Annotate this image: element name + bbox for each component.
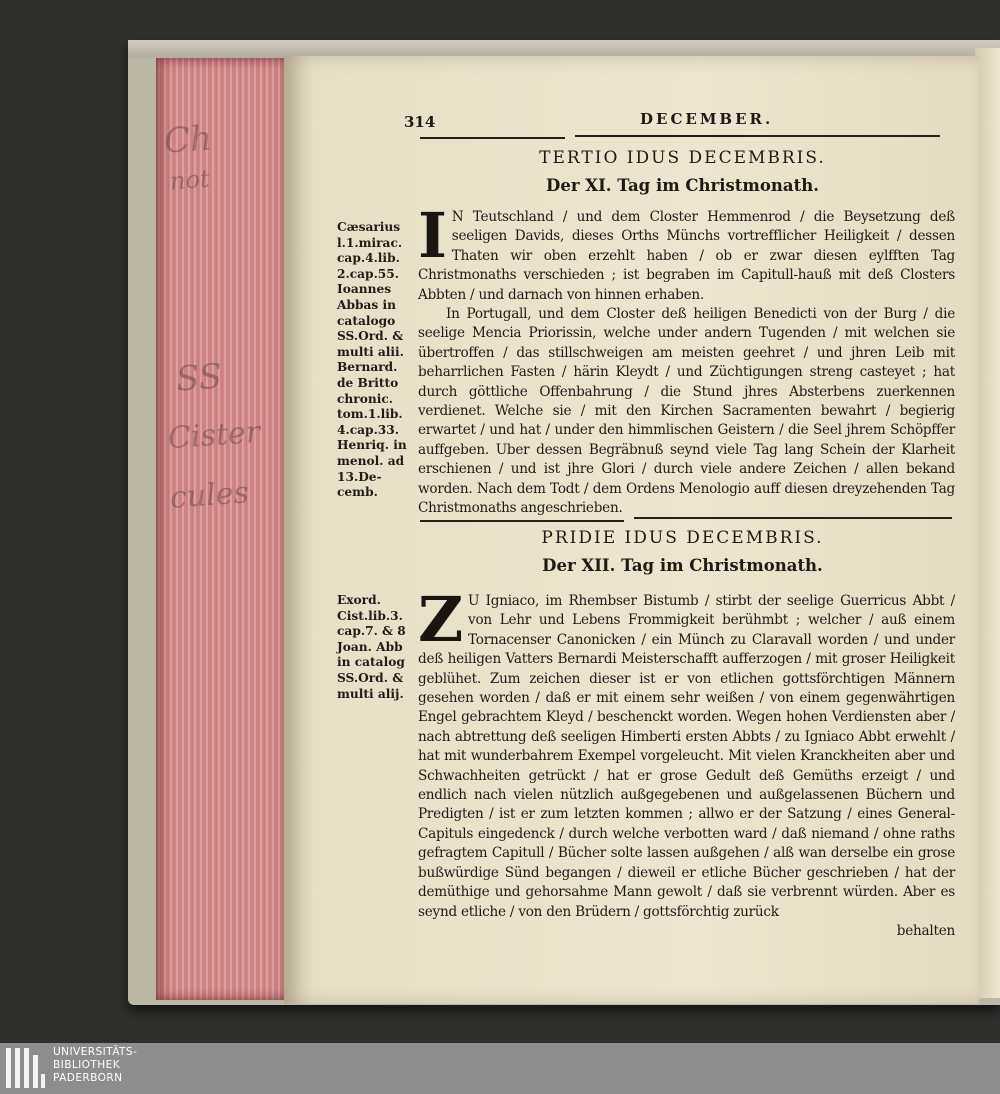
library-line1: UNIVERSITÄTS-	[53, 1046, 138, 1058]
section1-para1: N Teutschland / und dem Closter Hemmenrod / die Beysetzung deß seeligen Davids, dieses Orths Münchs vortrefflicher Heiligkeit / dessen Thaten wir oben erzehlt haben / ob er zwar diesen eylfften Tag Christmonaths verschieden ; ist begraben im Capitull-hauß mit deß Closters Abbten / und darnach von hinnen erhaben.	[418, 209, 955, 303]
header-rule-right	[575, 135, 940, 137]
section1-body	[418, 199, 955, 519]
section2-marginalia: Exord. Cist.lib.3. cap.7. & 8 Joan. Abb in catalog SS.Ord. & multi alij.	[337, 593, 406, 701]
section1-subheading: Der XI. Tag im Christmonath.	[546, 176, 819, 195]
header-rule-left	[420, 137, 565, 139]
section2-dropcap: Z	[418, 583, 464, 656]
section2-subheading: Der XII. Tag im Christmonath.	[542, 556, 823, 575]
edge-scribble-ch: Ch	[162, 118, 214, 162]
section1-dropcap: I	[418, 199, 447, 272]
section1-marginalia: Cæsarius l.1.mirac. cap.4.lib. 2.cap.55. Ioannes Abbas in catalogo SS.Ord. & multi alii. Bernard. de Britto chronic. tom.1.lib. 4.cap.33. Henriq. in menol. ad 13.De- cemb.	[337, 220, 407, 500]
library-line3: PADERBORN	[53, 1072, 123, 1084]
library-logo-icon	[6, 1048, 46, 1088]
section-divider-left	[420, 520, 624, 522]
section2-heading: PRIDIE IDUS DECEMBRIS.	[541, 528, 824, 548]
library-banner	[0, 1043, 1000, 1094]
running-head: DECEMBER.	[640, 110, 774, 128]
catchword: behalten	[896, 922, 955, 939]
library-line2: BIBLIOTHEK	[53, 1059, 121, 1071]
library-name	[53, 1046, 137, 1085]
edge-scribble-cister: Cister	[166, 414, 262, 457]
page-block-red-edge	[156, 58, 294, 1000]
section1-para2: In Portugall, und dem Closter deß heiligen Benedicti von der Burg / die seelige Mencia Priorissin, welche under andern Tugenden / mit welchen sie übertroffen / das stillschweigen am meisten geehret / und jhren Leib mit beharrlichen Fasten / härin Kleydt / und Züchtigungen streng casteyet ; hat durch göttliche Offenbahrung / die Stund jhres Absterbens zuerkennen verdienet. Welche sie / mit den Kirchen Sacramenten bewahrt / begierig erwartet / und hat / under den himmlischen Geistern / die Seel jhrem Schöpffer auffgeben. Uber dessen Begräbnuß seynd viele Tag lang Schein der Klarheit erschienen / und ist jhre Glori / durch viele andere Zeichen / allen bekand worden. Nach dem Todt / dem Ordens Menologio auff diesen dreyzehenden Tag Christmonaths angeschrieben.	[418, 306, 955, 517]
section2-para1: U Igniaco, im Rhembser Bistumb / stirbt der seelige Guerricus Abbt / von Lehr und Lebens Frommigkeit berühmbt ; welcher / auß einem Tornacenser Canonicken / ein Münch zu Claravall worden / und under deß heiligen Vatters Bernardi Meisterschafft aufferzogen / mit groser Heiligkeit geblühet. Zum zeichen dieser ist er von etlichen gottsförchtigen Männern gesehen worden / daß er mit einem sehr weißen / von einem gegenwährtigen Engel gebrachtem Kleyd / beschenckt worden. Wegen hohen Verdiensten aber / nach abtrettung deß seeligen Himberti ersten Abbts / zu Igniaco Abbt erwehlt / hat mit wunderbahrem Exempel vorgeleucht. Mit vielen Kranckheiten aber und Schwachheiten getrückt / hat er grose Gedult deß Gemüths erzeigt / und endlich nach vielen nützlich außgegebenen und außgelassenen Büchern und Predigten / ist er zum letzten kommen ; allwo er der Satzung / eines General-Capituls eingedenck / durch welche verbotten ward / daß niemand / ohne raths gefragtem Capitull / Bücher solte lassen außgehen / alß wan derselbe ein grose bußwürdige Sünd begangen / dieweil er etliche Bücher geschrieben / hat der demüthige und gehorsahme Mann gewolt / daß sie verbrennt würden. Aber es seynd etliche / von den Brüdern / gottsförchtig zurück	[418, 593, 955, 920]
edge-scribble-ss: SS	[174, 356, 224, 400]
page-number: 314	[404, 113, 436, 131]
section1-heading: TERTIO IDUS DECEMBRIS.	[539, 148, 826, 168]
edge-scribble-not: not	[169, 164, 211, 196]
section-divider-right	[634, 517, 952, 519]
edge-scribble-cules: cules	[168, 475, 250, 516]
section2-body	[418, 583, 955, 941]
